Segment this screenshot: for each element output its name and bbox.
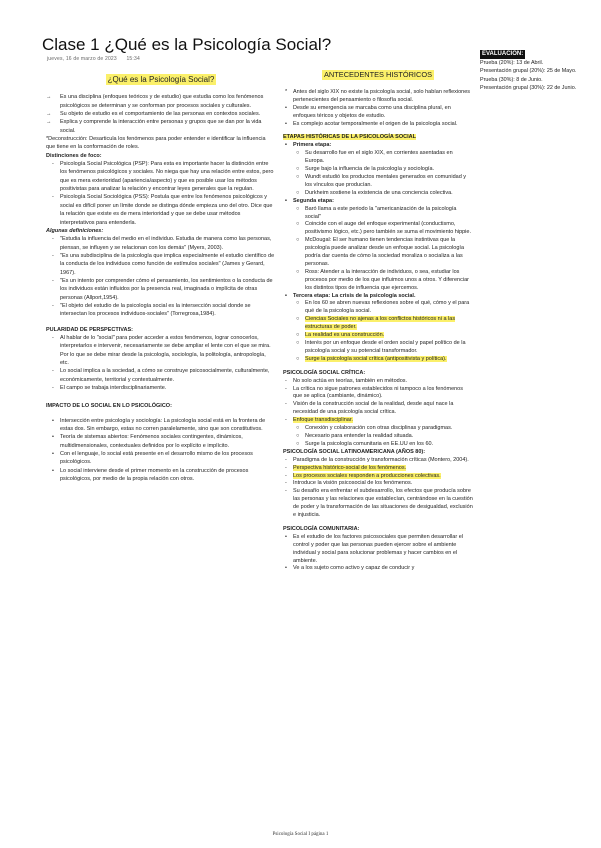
definition-item: - "Es una subdisciplina de la psicología que implica especialmente el estudio científico de la conducta de los individuos como función de estímulos sociales" (James y Gerard, 1967). (52, 252, 275, 276)
arrow-icon: → (46, 111, 52, 118)
list-item: • Intersección entre psicología y sociología: La psicología social está en la frontera de estas dos. Sin embargo, estas no corren paralelamente, sino que son constitutivos. (52, 417, 266, 433)
sub-item: ○ Surge la psicología comunitaria en EE.UU en los 60. (296, 440, 434, 447)
right-heading: ANTECEDENTES HISTÓRICOS (324, 70, 432, 79)
evaluation-block (480, 50, 600, 93)
sub-item: ○ Ross: Atender a la interacción de individuos, o sea, estudiar los procesos por medio de los que influimos unos a otros. Y diferenciar los distintos tipos de influencia que ejercemos. (296, 268, 469, 291)
list-item: - Enfoque transdisciplinar. (285, 417, 353, 424)
comunitaria-heading: PSICOLOGÍA COMUNITARIA: (283, 525, 360, 532)
evaluation-line: Prueba (30%): 8 de Junio. (480, 76, 543, 83)
stage-heading: • Segunda etapa: (285, 197, 334, 204)
page-date (47, 56, 140, 62)
stage-heading: • Primera etapa: (285, 142, 332, 149)
list-item: - No solo actúa en teorías, también en métodos. (285, 377, 408, 384)
definitions-heading: Algunas definiciones: (46, 227, 104, 234)
etapas-heading: ETAPAS HISTÓRICAS DE LA PSICOLOGÍA SOCIAL (283, 134, 416, 141)
definition-item: - "Es un intento por comprender cómo el pensamiento, los sentimientos o la conducta de los individuos están influidos por la presencia real, imaginada o implícita de otras personas (Allport,1954). (52, 277, 273, 301)
sub-item: ○ Necesario para entender la realidad situada. (296, 432, 414, 439)
list-item: - Introduce la visión psicosocial de los fenómenos. (285, 480, 413, 487)
list-item: - Psicología Social Psicológica (PSP): Para esta es importante hacer la distinción entre los fenómenos psicológicos y sociales. No niega que hay una relación entre estos, pero que es mera exterioridad (apariencia/aspecto) y que es posible usar los métodos positivistas para analizar la relación y encontrar leyes generales que la regulan. (52, 161, 274, 193)
list-item: - Visión de la construcción social de la realidad, desde aquí nace la necesidad de una psicología social crítica. (285, 401, 454, 416)
sub-item: ○ McDougal: El ser humano tienen tendencias instintivas que la psicología puede analizar desde un enfoque social. La psicología podría dar cuenta de cómo la sociedad moraliza o socializa a las personas. (296, 237, 465, 267)
list-item: • Lo social interviene desde el primer momento en la construcción de procesos psicológicos, por medio de la propia relación con otros. (52, 467, 249, 483)
sub-item: ○ Su desarrollo fue en el siglo XIX, en corrientes asentadas en Europa. (296, 150, 453, 165)
latam-heading: PSICOLOGÍA SOCIAL LATINOAMERICANA (AÑOS 80): (283, 448, 426, 455)
evaluation-title: EVALUACIÓN: (482, 51, 524, 57)
evaluation-line: Presentación grupal (30%): 22 de Junio. (480, 85, 577, 92)
list-item: - Paradigma de la construcción y transformación críticas (Montero, 2004). (285, 456, 469, 463)
sub-item: ○ Ciencias Sociales no ajenas a los conflictos históricos ni a las estructuras de poder. (296, 316, 456, 331)
sub-item: ○ Durkheim sostiene la existencia de una conciencia colectiva. (296, 189, 453, 196)
focus-heading: Distinciones de foco: (46, 152, 102, 159)
left-column (46, 74, 276, 483)
list-item: • Desde su emergencia se marcaba como una disciplina plural, en enfoques téricos y objetos de estudio. (285, 104, 451, 119)
evaluation-line: Prueba (20%): 13 de Abril. (480, 59, 544, 66)
stage-heading: • Tercera etapa: La crisis de la psicología social. (285, 292, 416, 299)
sub-item: ○ Conexión y colaboración con otras disciplinas y paradigmas. (296, 425, 453, 432)
list-item: - Lo social implica a la sociedad, a cómo se construye psicosocialmente, culturalmente, económicamente, territorial y contextualmente. (52, 368, 270, 383)
list-item: • Es el estudio de los factores psicosociales que permiten desarrollar el control y poder que las personas pueden ejercer sobre el ambiente individual y social para solucionar problemas y hacer cambios en el ambiente. (285, 533, 463, 564)
list-item: - Perspectiva histórico-social de los fenómenos. (285, 464, 407, 471)
date-text: jueves, 16 de marzo de 2023 (47, 56, 117, 62)
definition-item: - "Estudia la influencia del medio en el individuo. Estudia de manera como las personas, piensan, se influyen y se relacionan con los demás" (Myers, 2003). (52, 236, 272, 251)
arrow-item: → Es una disciplina (enfoques teóricos y de estudio) que estudia como los fenómenos psicológicos se determinan y se conforman por procesos sociales y culturales. (46, 94, 264, 109)
page-title: Clase 1 ¿Qué es la Psicología Social? (42, 35, 332, 54)
pluralidad-heading: PULARIDAD DE PERSPECTIVAS: (46, 326, 133, 333)
arrow-icon: → (46, 119, 52, 126)
list-item: - El campo se trabaja interdisciplinariamente. (52, 385, 167, 392)
list-item: - Al hablar de lo "social" para poder acceder a estos fenómenos, lograr conocerlos, interpretarlos e intervenir, necesariamente se debe ampliar el lente con el que se mira. Por lo que se debe mirar desde la psicología, sociología, la politología, antropología, etc. (52, 334, 271, 366)
sub-item: ○ Wundt estudió los productos mentales generados en comunidad y los vínculos que producían. (296, 173, 467, 188)
sub-item: ○ En los 60 se abren nuevas reflexiones sobre el qué, cómo y el para qué de la psicología social. (296, 300, 470, 315)
page-footer: Psicología Social I página 1 (272, 832, 329, 837)
impacto-heading: IMPACTO DE LO SOCIAL EN LO PSICOLÓGICO: (46, 403, 172, 410)
time-text: 15:34 (126, 56, 140, 62)
list-item: • Teoría de sistemas abiertos: Fenómenos sociales contingentes, dinámicos, multidimensionales, contextuales definidos por lo explícito e implícito. (52, 434, 243, 449)
list-item: • Ve a los sujeto como activo y capaz de conducir y (285, 565, 415, 572)
list-item: * Antes del siglo XIX no existe la psicología social, solo habían reflexiones pertenecientes del pensamiento o filosofía social. (285, 88, 471, 103)
arrow-icon: → (46, 94, 52, 101)
sub-item: ○ Coincide con el auge del enfoque experimental (conductismo, positivismo lógico, etc.) pero también se suma el movimiento hippie. (296, 221, 471, 236)
evaluation-line: Presentación grupal (20%): 25 de Mayo. (480, 68, 577, 75)
sub-item: ○ Baró llama a este periodo la "americanización de la psicología social" (296, 205, 457, 220)
deconstruction-note: *Deconstrucción: Desarticula los fenómenos para poder entender e identificar la influencia que tiene en la conformación de roles. (46, 136, 266, 151)
left-heading: ¿Qué es la Psicología Social? (107, 75, 215, 84)
list-item: - Los procesos sociales responden a producciones colectivas. (285, 472, 441, 479)
list-item: - Psicología Social Sociológica (PSS): Postula que entre los fenómenos psicológicos y social es difícil poner un límite donde se distinga dónde empieza uno del otro. Dice que la relación que existe es de mera interioridad y que se debe usar métodos interpretativos para entenderla. (52, 194, 273, 226)
list-item: • Con el lenguaje, lo social está presente en el desarrollo mismo de los procesos psicológicos. (52, 451, 253, 466)
list-item: • Es complejo acotar temporalmente el origen de la psicología social. (285, 120, 458, 127)
arrow-item: → Su objeto de estudio es el comportamiento de las personas en contextos sociales. (46, 111, 261, 118)
arrow-item: → Explica y comprende la interacción entre personas y grupos que se dan por la vida social. (46, 119, 262, 134)
sub-item: ○ Surge la psicología social crítica (antipositivista y política). (296, 355, 447, 362)
critica-heading: PSICOLOGÍA SOCIAL CRÍTICA: (283, 369, 366, 376)
sub-item: ○ La realidad es una construcción. (296, 332, 385, 339)
list-item: - La crítica no sigue patrones establecidos ni tampoco a los fenómenos que se aplica (cambiante, dinámico). (285, 385, 463, 400)
right-column (283, 70, 473, 573)
sub-item: ○ Surge bajo la influencia de la psicología y sociología. (296, 166, 435, 173)
definition-item: - "El objeto del estudio de la psicología social es la intersección social donde se intersectan los procesos individuos-sociales" (Torregrosa,1984). (52, 302, 251, 318)
sub-item: ○ Interés por un enfoque desde el orden social y papel político de la psicología social y su potencial transformador. (296, 340, 466, 354)
list-item: - Su desafío era enfrentar el subdesarrollo, los efectos que producía sobre las personas y las relaciones que establecían, centrándose en la cuestión de poder y la transformación de las situaciones de desigualdad, exclusión e injusticia. (285, 488, 473, 519)
